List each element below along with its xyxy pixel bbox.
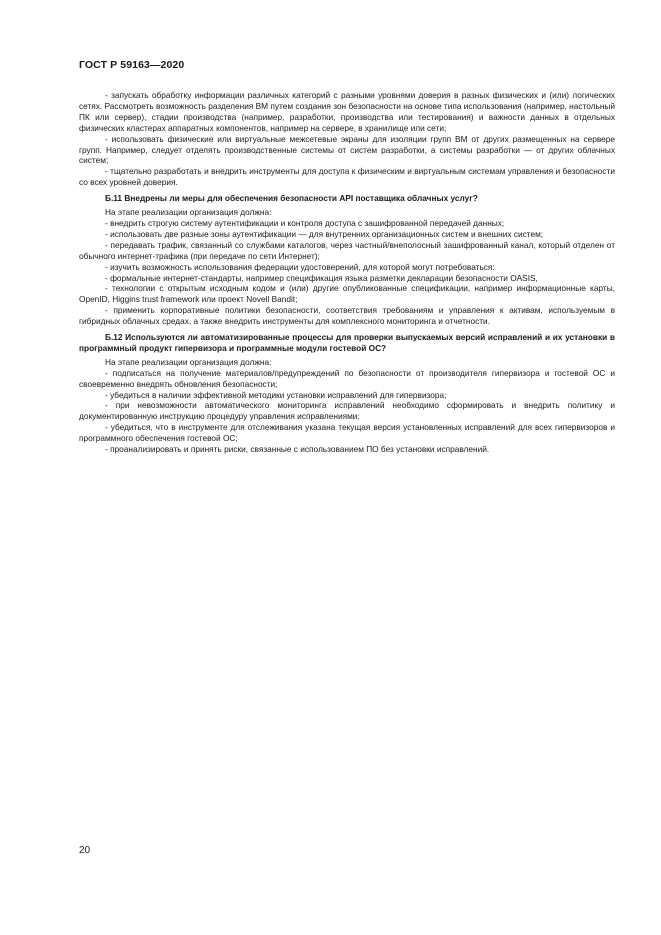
section-b12 — [79, 332, 615, 455]
list-item: - внедрить строгую систему аутентификации и контроля доступа с зашифрованной передачей данных; — [105, 217, 505, 228]
list-item: - проанализировать и принять риски, связанные с использованием ПО без установки исправлений. — [105, 444, 490, 455]
list-item: - изучить возможность использования федерации удостоверений, для которой могут потребоваться: — [105, 261, 495, 272]
section-heading: Б.11 Внедрены ли меры для обеспечения безопасности API поставщика облачных услуг? — [105, 193, 478, 204]
section-b11 — [79, 193, 615, 327]
list-item: - формальные интернет-стандарты, например спецификация языка разметки декларации безопасности OASIS, — [105, 272, 538, 283]
page-number: 20 — [79, 845, 91, 856]
list-item: - использовать физические или виртуальные межсетевые экраны для изоляции групп ВМ от других размещенных на сервере групп. Например, следует отделять производственные системы от систем разработки, а системы разработки — от других облачных систем; — [79, 133, 615, 166]
section-heading: Б.12 Используются ли автоматизированные процессы для проверки выпускаемых версий исправлений и их установки в программный продукт гипервизора и программные модули гостевой ОС? — [79, 332, 615, 353]
list-item: - тщательно разработать и внедрить инструменты для доступа к физическим и виртуальным системам управления и безопасности со всех уровней доверия. — [79, 166, 615, 188]
list-item: - при невозможности автоматического мониторинга исправлений необходимо сформировать и внедрить политику и документированную инструкцию процедуру управления исправлениями; — [79, 400, 615, 422]
list-item: - убедиться, что в инструменте для отслеживания указана текущая версия установленных исправлений для всех гипервизоров и программного обеспечения гостевой ОС; — [79, 422, 615, 444]
list-item: - применить корпоративные политики безопасности, соответствия требованиям и управления к активам, используемым в гибридных облачных средах, а также внедрить инструменты для комплексного мониторинга и отчетности. — [79, 305, 615, 327]
list-item: - передавать трафик, связанный со службами каталогов, через частный/внеполосный зашифрованный канал, который отделен от обычного интернет-трафика (при передаче по сети Интернет); — [79, 239, 615, 261]
list-item: - запускать обработку информации различных категорий с разными уровнями доверия в разных физических и (или) логических сетях. Рассмотреть возможность разделения ВМ путем создания зон безопасности на основе типа использования (например, настольный ПК или сервер), стадии производства (например, разработки, производства или тестирования) и важности данных в отдельных физических кластерах аппаратных компонентов, например на сервере, в хранилище или сети; — [79, 90, 615, 133]
continued-list — [79, 90, 615, 188]
paragraph: На этапе реализации организация должна: — [105, 356, 272, 367]
page-body — [79, 90, 615, 455]
paragraph: На этапе реализации организация должна: — [105, 207, 272, 218]
document-standard-header: ГОСТ Р 59163—2020 — [79, 59, 185, 71]
list-item: - технологии с открытым исходным кодом и (или) другие опубликованные спецификации, например информационные карты, OpenID, Higgins trust framework или проект Novell Bandit; — [79, 283, 615, 305]
list-item: - подписаться на получение материалов/предупреждений по безопасности от производителя гипервизора и гостевой ОС и своевременно внедрять обновления безопасности; — [79, 367, 615, 389]
list-item: - использовать две разные зоны аутентификации — для внутренних организационных систем и внешних систем; — [105, 228, 544, 239]
list-item: - убедиться в наличии эффективной методики установки исправлений для гипервизора; — [105, 389, 447, 400]
